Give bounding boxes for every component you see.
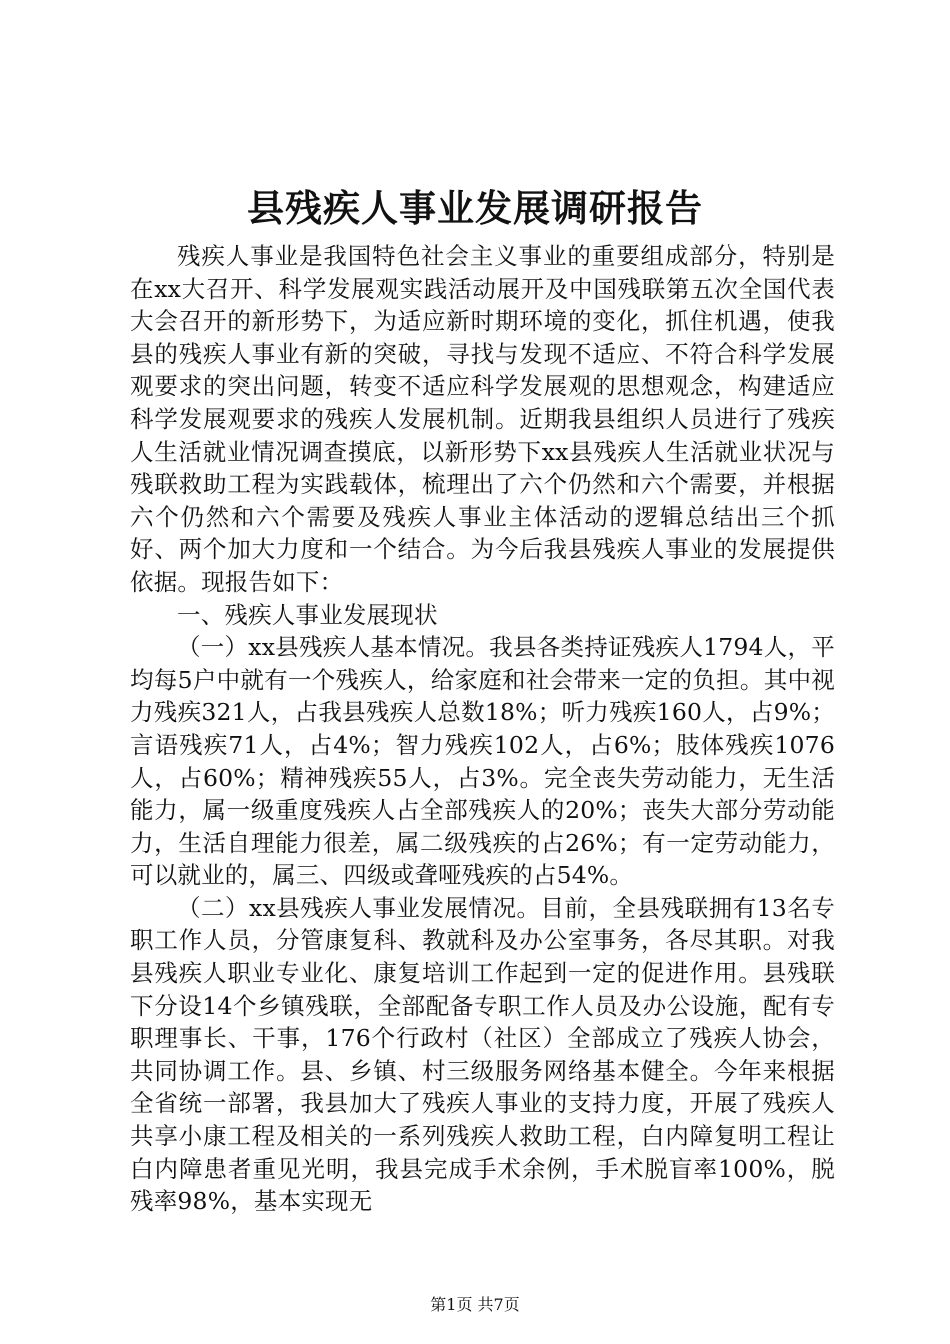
page-number-footer: 第1页 共7页 (430, 1295, 520, 1314)
document-title: 县残疾人事业发展调研报告 (247, 186, 703, 230)
basic-situation-paragraph: （一）xx县残疾人基本情况。我县各类持证残疾人1794人，平均每5户中就有一个残疾人，给家庭和社会带来一定的负担。其中视力残疾321人，占我县残疾人总数18%；听力残疾160人，占9%；言语残疾71人，占4%；智力残疾102人，占6%；肢体残疾1076人，占60%；精神残疾55人，占3%。完全丧失劳动能力，无生活能力，属一级重度残疾人占全部残疾人的20%；丧失大部分劳动能力，生活自理能力很差，属二级残疾的占26%；有一定劳动能力，可以就业的，属三、四级或聋哑残疾的占54%。 (130, 633, 835, 890)
document-body (130, 240, 835, 1218)
intro-paragraph: 残疾人事业是我国特色社会主义事业的重要组成部分，特别是在xx大召开、科学发展观实践活动展开及中国残联第五次全国代表大会召开的新形势下，为适应新时期环境的变化，抓住机遇，使我县的残疾人事业有新的突破，寻找与发现不适应、不符合科学发展观要求的突出问题，转变不适应科学发展观的思想观念，构建适应科学发展观要求的残疾人发展机制。近期我县组织人员进行了残疾人生活就业情况调查摸底，以新形势下xx县残疾人生活就业状况与残联救助工程为实践载体，梳理出了六个仍然和六个需要，并根据六个仍然和六个需要及残疾人事业主体活动的逻辑总结出三个抓好、两个加大力度和一个结合。为今后我县残疾人事业的发展提供依据。现报告如下： (130, 242, 835, 596)
section-heading-status: 一、残疾人事业发展现状 (177, 600, 438, 629)
development-situation-paragraph: （二）xx县残疾人事业发展情况。目前，全县残联拥有13名专职工作人员，分管康复科、教就科及办公室事务，各尽其职。对我县残疾人职业专业化、康复培训工作起到一定的促进作用。县残联下分设14个乡镇残联，全部配备专职工作人员及办公设施，配有专职理事长、干事，176个行政村（社区）全部成立了残疾人协会，共同协调工作。县、乡镇、村三级服务网络基本健全。今年来根据全省统一部署，我县加大了残疾人事业的支持力度，开展了残疾人共享小康工程及相关的一系列残疾人救助工程，白内障复明工程让白内障患者重见光明，我县完成手术余例，手术脱盲率100%，脱残率98%，基本实现无 (130, 893, 835, 1216)
